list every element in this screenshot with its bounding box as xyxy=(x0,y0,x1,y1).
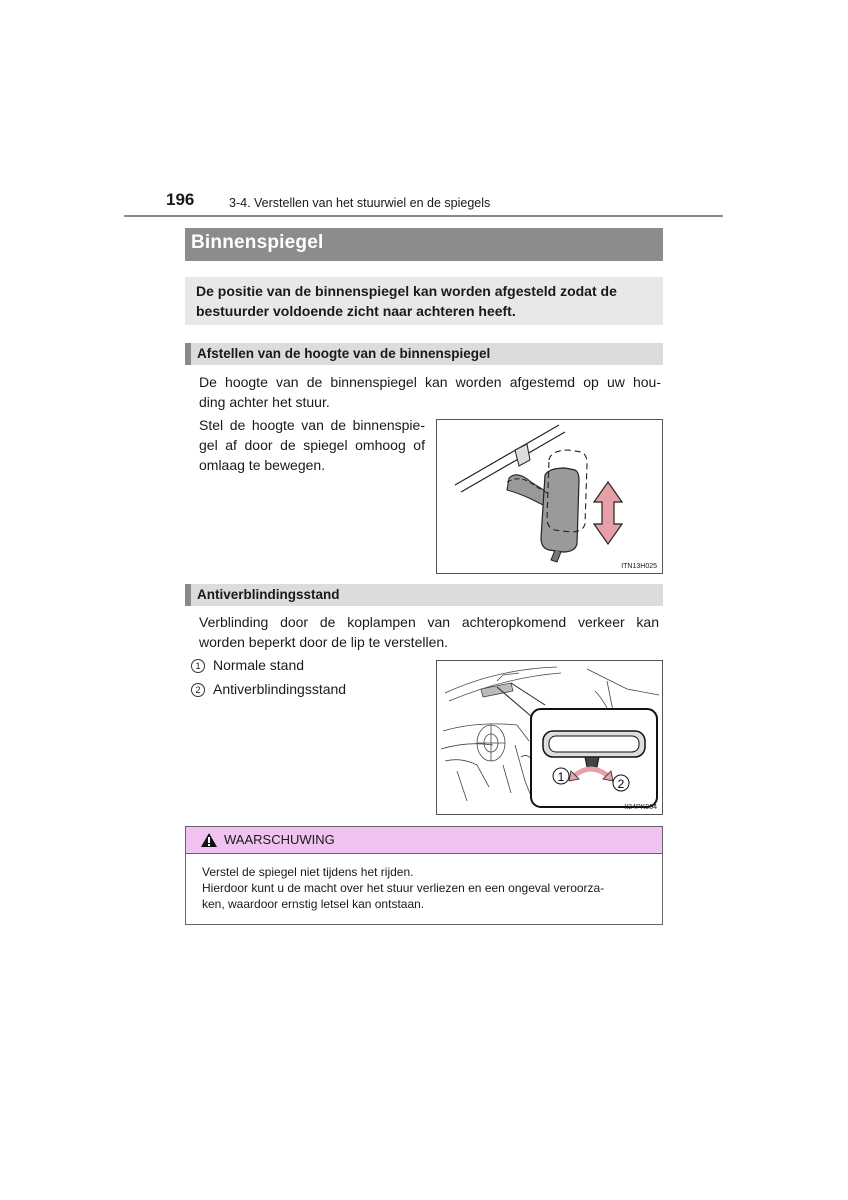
subheading-height-adjust xyxy=(185,343,663,365)
mirror-height-figure xyxy=(436,419,663,574)
page-number: 196 xyxy=(166,190,195,209)
para-line: ding achter het stuur. xyxy=(199,394,330,410)
para-line: De hoogte van de binnenspiegel kan worden afgestemd op uw hou- xyxy=(199,374,661,390)
subheading-anti-glare-label: Antiverblindingsstand xyxy=(197,587,340,602)
para-line: Stel de hoogte van de binnenspie- xyxy=(199,417,425,433)
intro-line-1: De positie van de binnenspiegel kan worden afgesteld zodat de xyxy=(196,283,617,299)
height-adjust-instruction xyxy=(199,415,425,475)
figure-code: ITN13H025 xyxy=(621,563,657,570)
warning-line-3: ken, waardoor ernstig letsel kan ontstaan. xyxy=(202,897,425,911)
warning-header xyxy=(186,827,662,854)
section-title-bar xyxy=(185,228,663,261)
warning-box xyxy=(185,826,663,925)
callout-number-2: 2 xyxy=(617,777,625,791)
para-line: gel af door de spiegel omhoog of xyxy=(199,437,425,453)
para-line: worden beperkt door de lip te verstellen. xyxy=(199,634,449,650)
car-interior-illustration xyxy=(437,661,662,814)
warning-triangle-icon xyxy=(200,832,218,848)
subheading-height-adjust-label: Afstellen van de hoogte van de binnenspiegel xyxy=(197,346,491,361)
subheading-anti-glare xyxy=(185,584,663,606)
warning-line-2: Hierdoor kunt u de macht over het stuur verliezen en een ongeval veroorza- xyxy=(202,881,605,895)
height-adjust-paragraph xyxy=(199,372,661,412)
item-number: 1 xyxy=(191,659,205,673)
warning-title: WAARSCHUWING xyxy=(224,832,335,847)
anti-glare-figure xyxy=(436,660,663,815)
anti-glare-paragraph xyxy=(199,612,659,652)
item-number: 2 xyxy=(191,683,205,697)
section-title: Binnenspiegel xyxy=(191,232,324,253)
callout-number-1: 1 xyxy=(557,770,565,784)
header-divider xyxy=(124,215,723,217)
intro-line-2: bestuurder voldoende zicht naar achteren heeft. xyxy=(196,303,516,319)
mirror-height-illustration xyxy=(437,420,662,573)
item-label: Normale stand xyxy=(213,657,305,673)
intro-box xyxy=(185,277,663,325)
item-label: Antiverblindingsstand xyxy=(213,681,347,697)
warning-line-1: Verstel de spiegel niet tijdens het rijden. xyxy=(202,865,414,879)
breadcrumb: 3-4. Verstellen van het stuurwiel en de spiegels xyxy=(229,196,491,210)
para-line: omlaag te bewegen. xyxy=(199,457,326,473)
list-item-anti-glare xyxy=(191,681,346,697)
para-line: Verblinding door de koplampen van achteropkomend verkeer kan xyxy=(199,614,659,630)
figure-code: II34PK004 xyxy=(624,804,657,811)
warning-text xyxy=(202,864,650,912)
list-item-normal xyxy=(191,657,304,673)
